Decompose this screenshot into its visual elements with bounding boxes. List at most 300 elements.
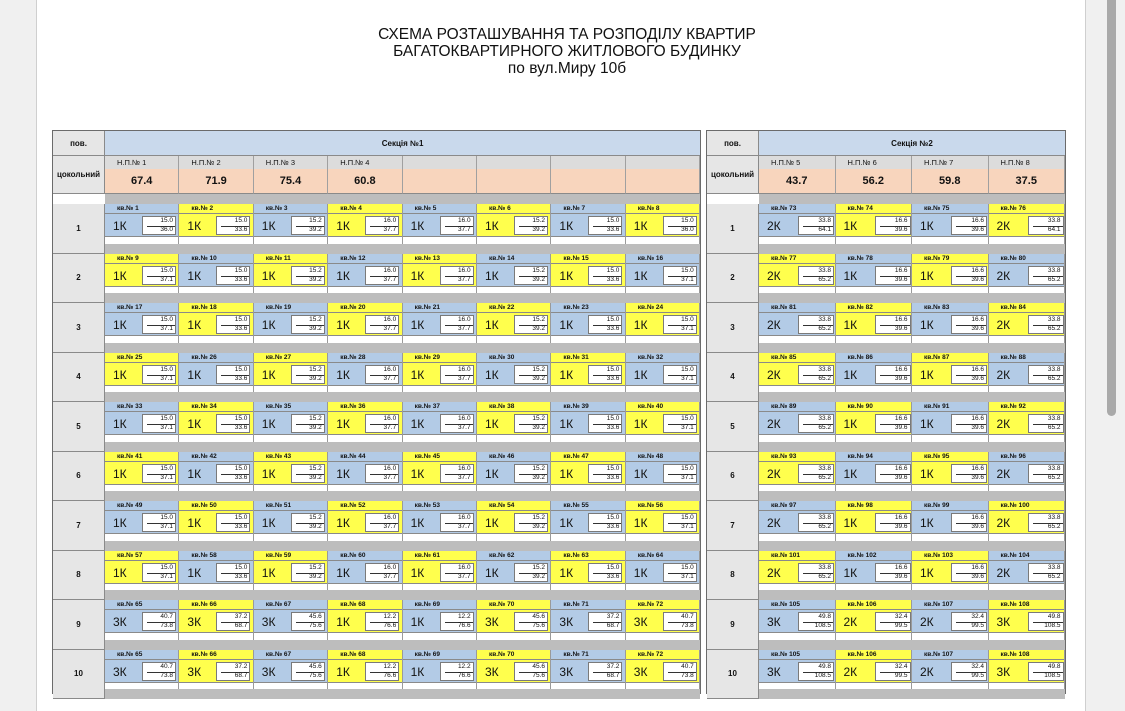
total-area: 73.8 [160, 622, 173, 629]
apartment-cell [105, 551, 179, 591]
apartment-number: кв.№ 34 [179, 402, 252, 411]
total-area: 39.6 [894, 325, 908, 332]
apartment-cell [551, 402, 625, 442]
total-area: 39.2 [532, 325, 545, 332]
apartment-cell [254, 204, 328, 244]
apartment-cell [836, 452, 913, 492]
apartment-body [989, 659, 1065, 683]
basement-label: цокольний [53, 156, 105, 194]
area-box [951, 563, 987, 582]
total-area: 37.7 [383, 325, 397, 332]
apartment-cell [626, 353, 700, 393]
total-area: 39.2 [532, 473, 545, 481]
living-area: 37.2 [606, 662, 620, 670]
room-type: 1К [336, 417, 350, 431]
apartment-cell [179, 551, 253, 591]
total-area: 73.8 [160, 671, 173, 679]
apartment-cell [912, 551, 989, 591]
apartment-cell [759, 650, 836, 690]
room-type: 2К [996, 565, 1011, 580]
apartment-cell [477, 303, 551, 343]
area-box [514, 216, 548, 235]
apartment-cell [836, 254, 913, 294]
room-type: 1К [187, 466, 202, 481]
area-box [142, 662, 176, 681]
floor-number: 5 [707, 402, 759, 452]
apartment-body [179, 510, 252, 534]
living-area: 15.0 [234, 266, 248, 274]
room-type: 2К [767, 268, 781, 283]
living-area: 45.6 [532, 662, 545, 670]
room-type: 1К [187, 268, 202, 283]
apartment-cell [328, 303, 402, 343]
total-area: 37.1 [681, 424, 694, 431]
apartment-cell [179, 600, 253, 640]
total-area: 39.6 [971, 325, 984, 332]
apartment-number: кв.№ 92 [989, 402, 1065, 411]
np-label [626, 156, 700, 169]
living-area: 15.2 [309, 415, 322, 422]
apartment-body [759, 213, 835, 237]
apartment-body [477, 461, 550, 485]
apartment-body [254, 560, 327, 584]
apartment-cell [477, 353, 551, 393]
room-type: 1К [559, 417, 574, 431]
room-type: 3К [485, 615, 499, 629]
apartment-body [626, 411, 699, 435]
apartment-number: кв.№ 83 [912, 303, 988, 312]
room-type: 1К [559, 318, 574, 332]
apartment-number: кв.№ 38 [477, 402, 550, 411]
apartment-body [551, 560, 624, 584]
room-type: 1К [410, 318, 425, 332]
section-header: Секція №2 [759, 131, 1065, 156]
total-area: 33.6 [234, 424, 248, 431]
np-label [403, 156, 477, 169]
apartment-body [254, 213, 327, 237]
room-type: 2К [996, 318, 1011, 332]
np-area: 43.7 [759, 169, 836, 194]
np-area [477, 169, 551, 194]
apartment-number: кв.№ 107 [912, 650, 988, 659]
area-box [1028, 513, 1064, 532]
row-separator [105, 491, 700, 501]
apartment-cell [477, 600, 551, 640]
living-area: 15.0 [606, 266, 620, 274]
room-type: 1К [485, 268, 499, 283]
apartment-number: кв.№ 102 [836, 551, 912, 560]
total-area: 33.6 [234, 572, 248, 580]
apartment-body [551, 263, 624, 287]
room-type: 3К [767, 664, 781, 679]
living-area: 32.4 [894, 662, 908, 670]
apartment-body [105, 510, 178, 534]
apartment-number: кв.№ 97 [759, 501, 835, 510]
apartment-body [179, 560, 252, 584]
apartment-number: кв.№ 42 [179, 452, 252, 461]
total-area: 33.6 [234, 275, 248, 283]
living-area: 49.8 [1047, 613, 1061, 620]
room-type: 1К [485, 466, 499, 481]
area-box [142, 315, 176, 334]
living-area: 33.8 [1047, 266, 1061, 274]
apartment-cell [912, 501, 989, 541]
area-box [142, 464, 176, 483]
apartment-number: кв.№ 6 [477, 204, 550, 213]
apartment-number: кв.№ 3 [254, 204, 327, 213]
living-area: 16.6 [971, 217, 984, 224]
apartment-cell [551, 303, 625, 343]
apartment-number: кв.№ 39 [551, 402, 624, 411]
total-area: 65.2 [1047, 473, 1061, 481]
living-area: 15.2 [532, 464, 545, 472]
room-type: 1К [920, 466, 934, 481]
area-box [291, 216, 325, 235]
living-area: 32.4 [971, 662, 984, 670]
floor-number: 7 [53, 501, 105, 551]
living-area: 16.6 [971, 514, 984, 521]
apartment-number: кв.№ 7 [551, 204, 624, 213]
total-area: 33.6 [234, 374, 248, 382]
apartment-body [403, 263, 476, 287]
living-area: 12.2 [383, 662, 397, 670]
row-separator [759, 590, 1065, 600]
area-box [142, 414, 176, 433]
room-type: 2К [767, 318, 781, 332]
apartment-number: кв.№ 56 [626, 501, 699, 510]
apartment-number: кв.№ 84 [989, 303, 1065, 312]
living-area: 15.2 [309, 563, 322, 571]
room-type: 1К [113, 367, 127, 382]
total-area: 36.0 [681, 226, 694, 233]
floor-number: 2 [53, 254, 105, 304]
area-box [588, 513, 622, 532]
apartment-cell [105, 303, 179, 343]
floor-number: 6 [53, 452, 105, 502]
apartment-cell [989, 303, 1066, 343]
apartment-cell [551, 600, 625, 640]
apartment-body [328, 609, 401, 633]
apartment-cell [403, 254, 477, 294]
area-box [365, 662, 399, 681]
apartment-number: кв.№ 12 [328, 254, 401, 263]
apartment-cell [105, 402, 179, 442]
area-box [875, 365, 911, 384]
living-area: 16.6 [894, 464, 908, 472]
apartment-body [626, 312, 699, 336]
room-type: 1К [261, 318, 276, 332]
total-area: 39.2 [532, 523, 545, 530]
living-area: 45.6 [309, 662, 322, 670]
np-area: 67.4 [105, 169, 179, 194]
row-separator [105, 689, 700, 699]
area-box [663, 662, 697, 681]
total-area: 37.7 [457, 275, 471, 283]
living-area: 15.0 [160, 563, 173, 571]
living-area: 16.0 [457, 316, 471, 323]
apartment-number: кв.№ 53 [403, 501, 476, 510]
total-area: 33.6 [606, 424, 620, 431]
apartment-body [403, 213, 476, 237]
apartment-cell [551, 501, 625, 541]
total-area: 37.1 [681, 325, 694, 332]
area-box [365, 216, 399, 235]
apartment-number: кв.№ 35 [254, 402, 327, 411]
np-label: Н.П.№ 4 [328, 156, 402, 169]
area-box [1028, 266, 1064, 285]
apartment-cell [179, 452, 253, 492]
room-type: 1К [633, 268, 648, 283]
row-separator [759, 491, 1065, 501]
apartment-cell [328, 650, 402, 690]
row-separator [759, 442, 1065, 452]
np-label [477, 156, 551, 169]
living-area: 33.8 [1047, 415, 1061, 422]
apartment-number: кв.№ 25 [105, 353, 178, 362]
apartment-cell [254, 452, 328, 492]
room-type: 2К [767, 466, 781, 481]
apartment-cell [626, 452, 700, 492]
living-area: 37.2 [234, 613, 248, 620]
apartment-body [179, 263, 252, 287]
apartment-cell [989, 402, 1066, 442]
area-box [588, 662, 622, 681]
room-type: 1К [410, 516, 425, 530]
living-area: 33.8 [1047, 217, 1061, 224]
apartment-body [551, 411, 624, 435]
floor-number: 3 [53, 303, 105, 353]
np-label: Н.П.№ 6 [836, 156, 913, 169]
living-area: 12.2 [457, 662, 471, 670]
apartment-number: кв.№ 60 [328, 551, 401, 560]
living-area: 49.8 [818, 662, 831, 670]
area-box [365, 315, 399, 334]
row-separator [105, 293, 700, 303]
area-box [798, 414, 834, 433]
apartment-body [551, 510, 624, 534]
apartment-cell [477, 650, 551, 690]
room-type: 1К [336, 516, 350, 530]
living-area: 16.6 [894, 563, 908, 571]
row-separator [105, 541, 700, 551]
np-label [551, 156, 625, 169]
apartment-cell [105, 650, 179, 690]
total-area: 108.5 [1044, 622, 1061, 629]
total-area: 33.6 [234, 325, 248, 332]
area-box [663, 216, 697, 235]
room-type: 1К [336, 318, 350, 332]
total-area: 37.7 [457, 374, 471, 382]
total-area: 37.1 [160, 572, 173, 580]
apartment-number: кв.№ 106 [836, 600, 912, 609]
area-box [875, 315, 911, 334]
apartment-cell [328, 600, 402, 640]
living-area: 33.8 [818, 217, 831, 224]
total-area: 39.6 [894, 374, 908, 382]
apartment-number: кв.№ 101 [759, 551, 835, 560]
area-box [663, 563, 697, 582]
area-box [440, 563, 474, 582]
apartment-number: кв.№ 81 [759, 303, 835, 312]
apartment-cell [403, 402, 477, 442]
apartment-number: кв.№ 49 [105, 501, 178, 510]
area-box [798, 315, 834, 334]
apartment-cell [836, 501, 913, 541]
total-area: 68.7 [234, 671, 248, 679]
apartment-number: кв.№ 30 [477, 353, 550, 362]
floor-number: 10 [707, 650, 759, 700]
floor-number: 9 [53, 600, 105, 650]
apartment-cell [626, 551, 700, 591]
apartment-body [759, 362, 835, 386]
living-area: 37.2 [606, 613, 620, 620]
apartment-body [912, 510, 988, 534]
apartment-body [759, 510, 835, 534]
apartment-body [328, 263, 401, 287]
total-area: 36.0 [160, 226, 173, 233]
apartment-number: кв.№ 68 [328, 600, 401, 609]
apartment-number: кв.№ 22 [477, 303, 550, 312]
area-box [216, 464, 250, 483]
room-type: 2К [996, 466, 1011, 481]
area-box [951, 216, 987, 235]
apartment-number: кв.№ 104 [989, 551, 1065, 560]
apartment-number: кв.№ 33 [105, 402, 178, 411]
apartment-body [403, 461, 476, 485]
apartment-cell [989, 353, 1066, 393]
living-area: 16.0 [457, 266, 471, 274]
apartment-number: кв.№ 70 [477, 650, 550, 659]
total-area: 39.2 [309, 523, 322, 530]
total-area: 39.6 [894, 473, 908, 481]
area-box [663, 315, 697, 334]
apartment-body [328, 312, 401, 336]
apartment-number: кв.№ 96 [989, 452, 1065, 461]
total-area: 39.2 [309, 325, 322, 332]
total-area: 39.2 [532, 275, 545, 283]
area-box [1028, 612, 1064, 631]
np-area: 60.8 [328, 169, 402, 194]
apartment-body [626, 659, 699, 683]
np-label: Н.П.№ 5 [759, 156, 836, 169]
floor-number: 1 [707, 204, 759, 254]
room-type: 1К [113, 318, 127, 332]
living-area: 15.2 [309, 266, 322, 274]
room-type: 2К [843, 615, 858, 629]
living-area: 15.0 [234, 563, 248, 571]
living-area: 45.6 [532, 613, 545, 620]
area-box [514, 266, 548, 285]
area-box [291, 612, 325, 631]
apartment-body [105, 659, 178, 683]
apartment-number: кв.№ 4 [328, 204, 401, 213]
apartment-body [179, 609, 252, 633]
apartment-cell [912, 452, 989, 492]
living-area: 16.0 [383, 365, 397, 373]
room-type: 2К [996, 516, 1011, 530]
apartment-cell [403, 452, 477, 492]
total-area: 37.7 [383, 374, 397, 382]
apartment-body [836, 510, 912, 534]
apartment-number: кв.№ 73 [759, 204, 835, 213]
area-box [365, 365, 399, 384]
apartment-cell [551, 551, 625, 591]
apartment-number: кв.№ 71 [551, 650, 624, 659]
apartment-cell [551, 452, 625, 492]
apartment-body [254, 609, 327, 633]
apartment-cell [403, 303, 477, 343]
apartment-number: кв.№ 28 [328, 353, 401, 362]
room-type: 3К [261, 664, 276, 679]
apartment-cell [551, 353, 625, 393]
row-separator [105, 640, 700, 650]
total-area: 39.2 [309, 473, 322, 481]
total-area: 37.7 [457, 424, 471, 431]
room-type: 1К [113, 268, 127, 283]
room-type: 1К [261, 219, 276, 233]
total-area: 39.6 [971, 572, 984, 580]
total-area: 39.6 [894, 424, 908, 431]
apartment-number: кв.№ 107 [912, 600, 988, 609]
room-type: 1К [633, 367, 648, 382]
room-type: 3К [633, 615, 648, 629]
room-type: 1К [485, 417, 499, 431]
apartment-cell [912, 600, 989, 640]
apartment-cell [989, 551, 1066, 591]
row-separator [105, 244, 700, 254]
floor-number: 3 [707, 303, 759, 353]
apartment-cell [626, 402, 700, 442]
living-area: 33.8 [1047, 563, 1061, 571]
apartment-number: кв.№ 43 [254, 452, 327, 461]
apartment-body [836, 411, 912, 435]
total-area: 39.6 [894, 572, 908, 580]
apartment-cell [179, 254, 253, 294]
living-area: 15.0 [234, 464, 248, 472]
apartment-body [477, 213, 550, 237]
area-box [216, 315, 250, 334]
apartment-number: кв.№ 51 [254, 501, 327, 510]
total-area: 33.6 [606, 226, 620, 233]
apartment-body [254, 362, 327, 386]
vertical-scrollbar[interactable] [1107, 0, 1116, 416]
area-box [216, 612, 250, 631]
apartment-cell [989, 204, 1066, 244]
apartment-number: кв.№ 86 [836, 353, 912, 362]
total-area: 37.1 [160, 325, 173, 332]
apartment-number: кв.№ 82 [836, 303, 912, 312]
total-area: 108.5 [814, 671, 831, 679]
total-area: 99.5 [894, 671, 908, 679]
total-area: 65.2 [818, 325, 831, 332]
apartment-number: кв.№ 20 [328, 303, 401, 312]
area-box [588, 612, 622, 631]
row-separator [759, 640, 1065, 650]
apartment-cell [254, 501, 328, 541]
area-box [663, 464, 697, 483]
room-type: 3К [187, 615, 202, 629]
area-box [291, 662, 325, 681]
area-box [588, 365, 622, 384]
room-type: 2К [767, 417, 781, 431]
apartment-number: кв.№ 95 [912, 452, 988, 461]
total-area: 39.6 [971, 374, 984, 382]
title-line-3: по вул.Миру 10б [507, 60, 627, 77]
apartment-number: кв.№ 64 [626, 551, 699, 560]
np-area: 37.5 [989, 169, 1066, 194]
total-area: 37.1 [681, 275, 694, 283]
living-area: 16.6 [971, 266, 984, 274]
